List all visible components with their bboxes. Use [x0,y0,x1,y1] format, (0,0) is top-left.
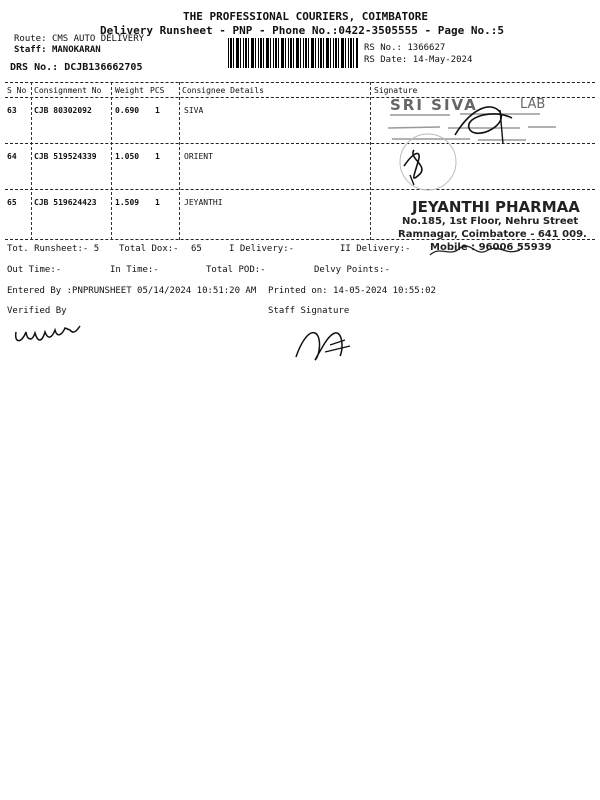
route-value: CMS AUTO DELIVERY [51,34,145,44]
row-divider [5,189,595,190]
signature-row-64 [404,150,422,178]
route-label-text: Route: [14,34,47,44]
verified-by-label: Verified By [7,306,67,316]
col-separator [179,82,180,240]
jeyanthi-stamp-name: JEYANTHI PHARMAA [412,198,580,216]
printed-on: Printed on: 14-05-2024 10:55:02 [268,286,436,296]
row-weight: 1.050 [115,152,140,161]
col-signature: Signature [374,86,418,95]
total-pod: Total POD:- [206,265,266,275]
col-sno: S No [7,86,27,95]
rs-no-row [364,43,445,53]
row-consignment: CJB 519624423 [34,198,97,207]
col-pcs: PCS [150,86,165,95]
staff-signature-mark [296,333,342,360]
verified-signature [16,326,80,341]
row-weight: 0.690 [115,106,140,115]
siva-stamp-lines [388,114,556,140]
staff-row [14,45,101,55]
in-time: In Time:- [110,265,159,275]
runsheet-title: Delivery Runsheet - PNP - Phone No.:0422-3505555 - Page No.:5 [100,24,504,37]
col-consignee: Consignee Details [182,86,264,95]
entered-by: Entered By :PNPRUNSHEET 05/14/2024 10:51:20 AM [7,286,257,296]
rs-no-value: 1366627 [407,43,446,53]
route-label [14,34,144,44]
staff-signature-label: Staff Signature [268,306,350,316]
row-sno: 63 [7,106,17,115]
jeyanthi-stamp-address-1: No.185, 1st Floor, Nehru Street [402,216,579,227]
col-separator [370,82,371,240]
siva-stamp-name: SRI SIVA [390,96,478,114]
company-name: THE PROFESSIONAL COURIERS, COIMBATORE [183,10,429,23]
row-pcs: 1 [155,198,160,207]
delvy-points: Delvy Points:- [314,265,390,275]
siva-stamp-lab: LAB [520,97,546,112]
tot-runsheet: Tot. Runsheet:- 5 [7,244,100,254]
rs-date-label: RS Date: [364,55,408,65]
staff-signature-stroke [325,340,350,352]
rs-date-row [364,55,472,65]
row-sno: 64 [7,152,17,161]
signature-stroke [500,110,503,144]
row-divider [5,143,595,144]
staff-value: MANOKARAN [51,45,101,55]
signature-stroke [410,175,414,185]
table-bottom-divider [5,239,595,240]
staff-label: Staff: [14,45,47,55]
out-time: Out Time:- [7,265,62,275]
rs-no-label: RS No.: [364,43,402,53]
jeyanthi-stamp-address-2: Ramnagar, Coimbatore - 641 009. [398,229,587,240]
total-dox-label: Total Dox:- [119,244,179,254]
table-top-divider [5,82,595,83]
row-sno: 65 [7,198,17,207]
row-consignee: ORIENT [184,152,213,161]
i-delivery: I Delivery:- [229,244,295,254]
jeyanthi-stamp-mobile: Mobile : 96006 55939 [430,242,552,253]
row-consignment: CJB 519524339 [34,152,97,161]
row-pcs: 1 [155,106,160,115]
drs-label: DRS No.: [10,62,59,73]
total-dox-value: 65 [191,244,202,254]
table-header-divider [5,97,595,98]
drs-row [10,62,142,73]
ii-delivery: II Delivery:- [340,244,411,254]
col-consignment: Consignment No [34,86,102,95]
row-consignment: CJB 80302092 [34,106,92,115]
barcode [228,38,358,68]
col-separator [111,82,112,240]
col-separator [31,82,32,240]
row-pcs: 1 [155,152,160,161]
row-consignee: JEYANTHI [184,198,223,207]
col-weight: Weight [115,86,144,95]
rs-date-value: 14-May-2024 [412,55,473,65]
row-weight: 1.509 [115,198,140,207]
drs-value: DCJB136662705 [64,62,143,73]
row-consignee: SIVA [184,106,204,115]
